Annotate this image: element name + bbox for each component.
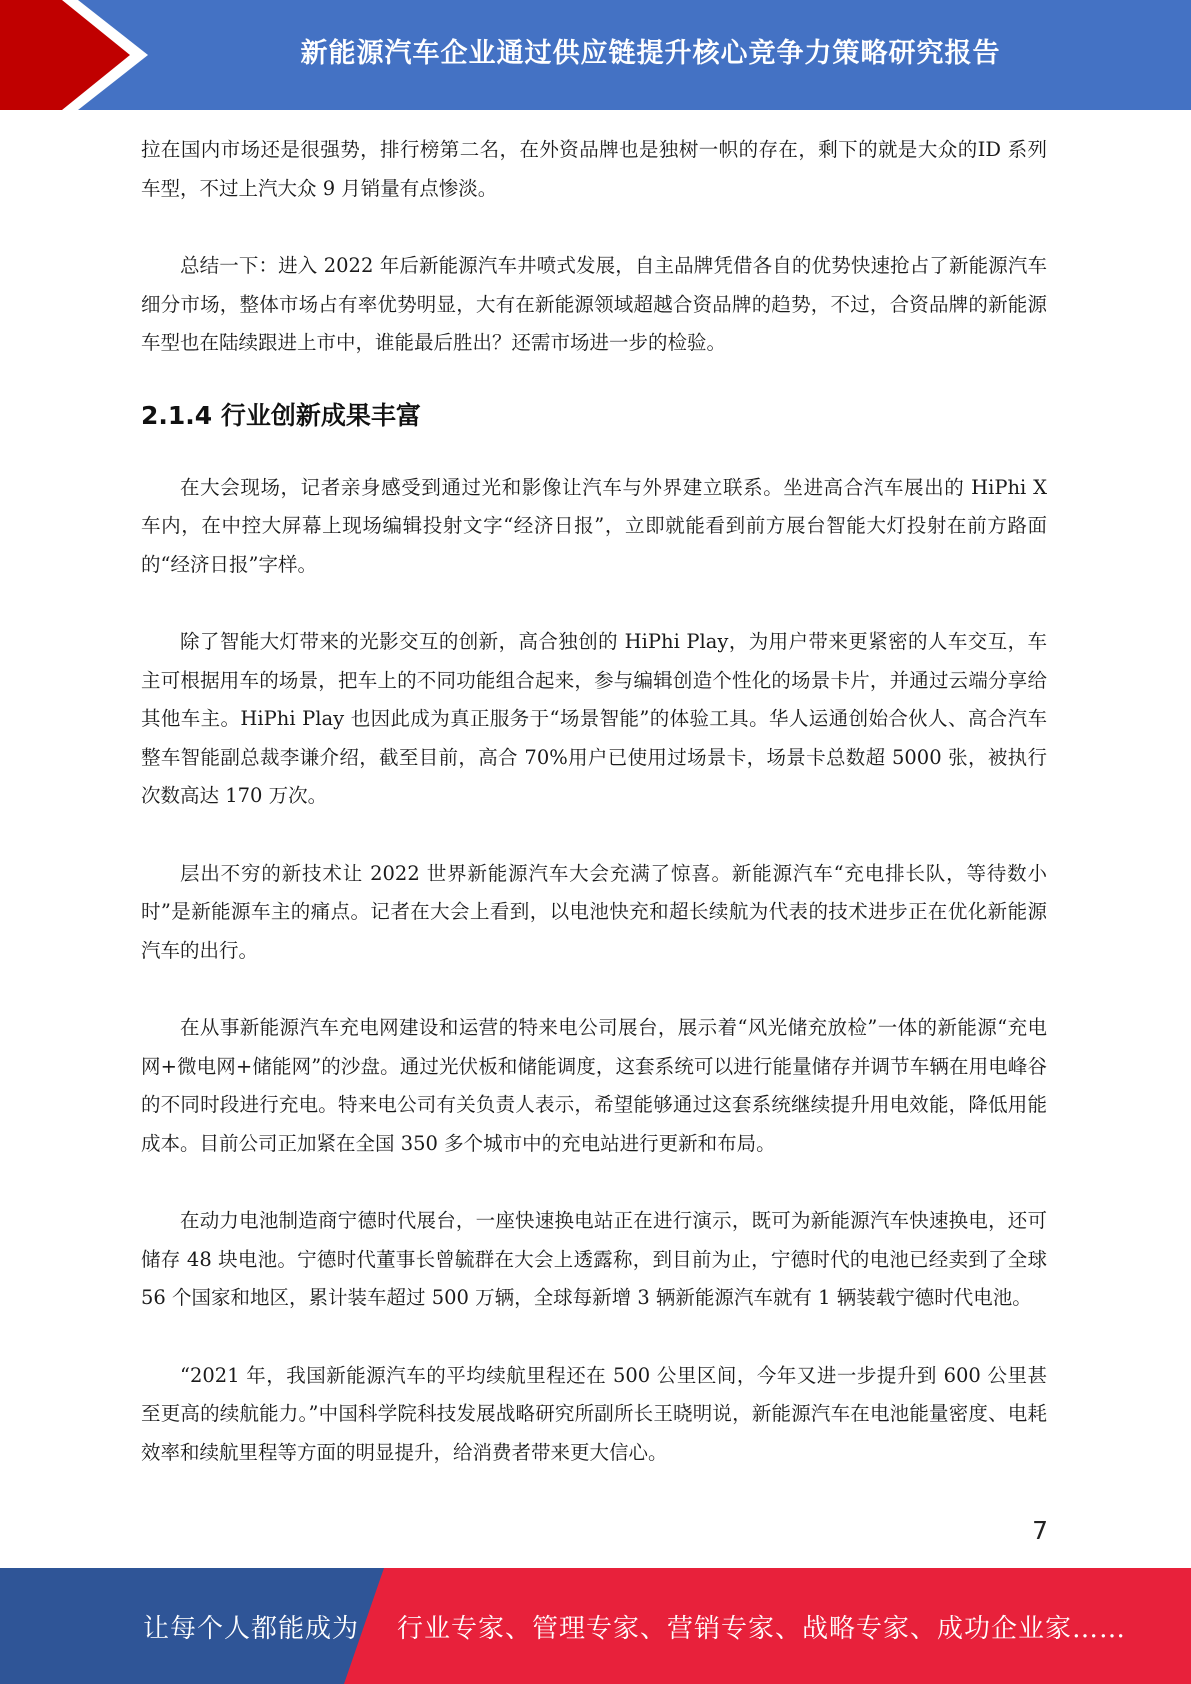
page-footer (0, 1568, 1191, 1684)
paragraph-quote: “2021 年，我国新能源汽车的平均续航里程还在 500 公里区间，今年又进一步提升到 600 公里甚至更高的续航能力。”中国科学院科技发展战略研究所副所长王晓明说，新能源汽车在电池能量密度、电耗效率和续航里程等方面的明显提升，给消费者带来更大信心。 (141, 1363, 1047, 1464)
paragraph-continued: 拉在国内市场还是很强势，排行榜第二名，在外资品牌也是独树一帜的存在，剩下的就是大众的ID 系列车型，不过上汽大众 9 月销量有点惨淡。 (141, 138, 1047, 200)
paragraph-new-tech: 层出不穷的新技术让 2022 世界新能源汽车大会充满了惊喜。新能源汽车“充电排长队，等待数小时”是新能源车主的痛点。记者在大会上看到，以电池快充和超长续航为代表的技术进步正在优化新能源汽车的出行。 (141, 861, 1047, 962)
document-body (141, 131, 1047, 1472)
page-header (0, 0, 1191, 110)
paragraph-hiphi-x: 在大会现场，记者亲身感受到通过光和影像让汽车与外界建立联系。坐进高合汽车展出的 HiPhi X 车内，在中控大屏幕上现场编辑投射文字“经济日报”，立即就能看到前方展台智能大灯投射在前方路面的“经济日报”字样。 (141, 475, 1047, 576)
paragraph-catl: 在动力电池制造商宁德时代展台，一座快速换电站正在进行演示，既可为新能源汽车快速换电，还可储存 48 块电池。宁德时代董事长曾毓群在大会上透露称，到目前为止，宁德时代的电池已经卖到了全球 56 个国家和地区，累计装车超过 500 万辆，全球每新增 3 辆新能源汽车就有 1 辆装载宁德时代电池。 (141, 1209, 1047, 1309)
footer-slogan-left: 让每个人都能成为 (143, 1613, 360, 1644)
footer-slogan-right: 行业专家、管理专家、营销专家、战略专家、成功企业家…… (397, 1613, 1127, 1644)
header-chevron-icon (0, 0, 160, 110)
paragraph-teld: 在从事新能源汽车充电网建设和运营的特来电公司展台，展示着“风光储充放检”一体的新能源“充电网+微电网+储能网”的沙盘。通过光伏板和储能调度，这套系统可以进行能量储存并调节车辆在用电峰谷的不同时段进行充电。特来电公司有关负责人表示，希望能够通过这套系统继续提升用电效能，降低用能成本。目前公司正加紧在全国 350 多个城市中的充电站进行更新和布局。 (141, 1016, 1047, 1155)
page-number: 7 (1032, 1516, 1048, 1545)
section-heading: 2.1.4 行业创新成果丰富 (141, 400, 421, 430)
paragraph-hiphi-play: 除了智能大灯带来的光影交互的创新，高合独创的 HiPhi Play，为用户带来更紧密的人车交互，车主可根据用车的场景，把车上的不同功能组合起来，参与编辑创造个性化的场景卡片，并通过云端分享给其他车主。HiPhi Play 也因此成为真正服务于“场景智能”的体验工具。华人运通创始合伙人、高合汽车整车智能副总裁李谦介绍，截至目前，高合 70%用户已使用过场景卡，场景卡总数超 5000 张，被执行次数高达 170 万次。 (141, 630, 1047, 807)
header-title: 新能源汽车企业通过供应链提升核心竞争力策略研究报告 (300, 37, 1001, 69)
paragraph-summary: 总结一下：进入 2022 年后新能源汽车井喷式发展，自主品牌凭借各自的优势快速抢占了新能源汽车细分市场，整体市场占有率优势明显，大有在新能源领域超越合资品牌的趋势，不过，合资品牌的新能源车型也在陆续跟进上市中，谁能最后胜出？还需市场进一步的检验。 (141, 254, 1047, 354)
